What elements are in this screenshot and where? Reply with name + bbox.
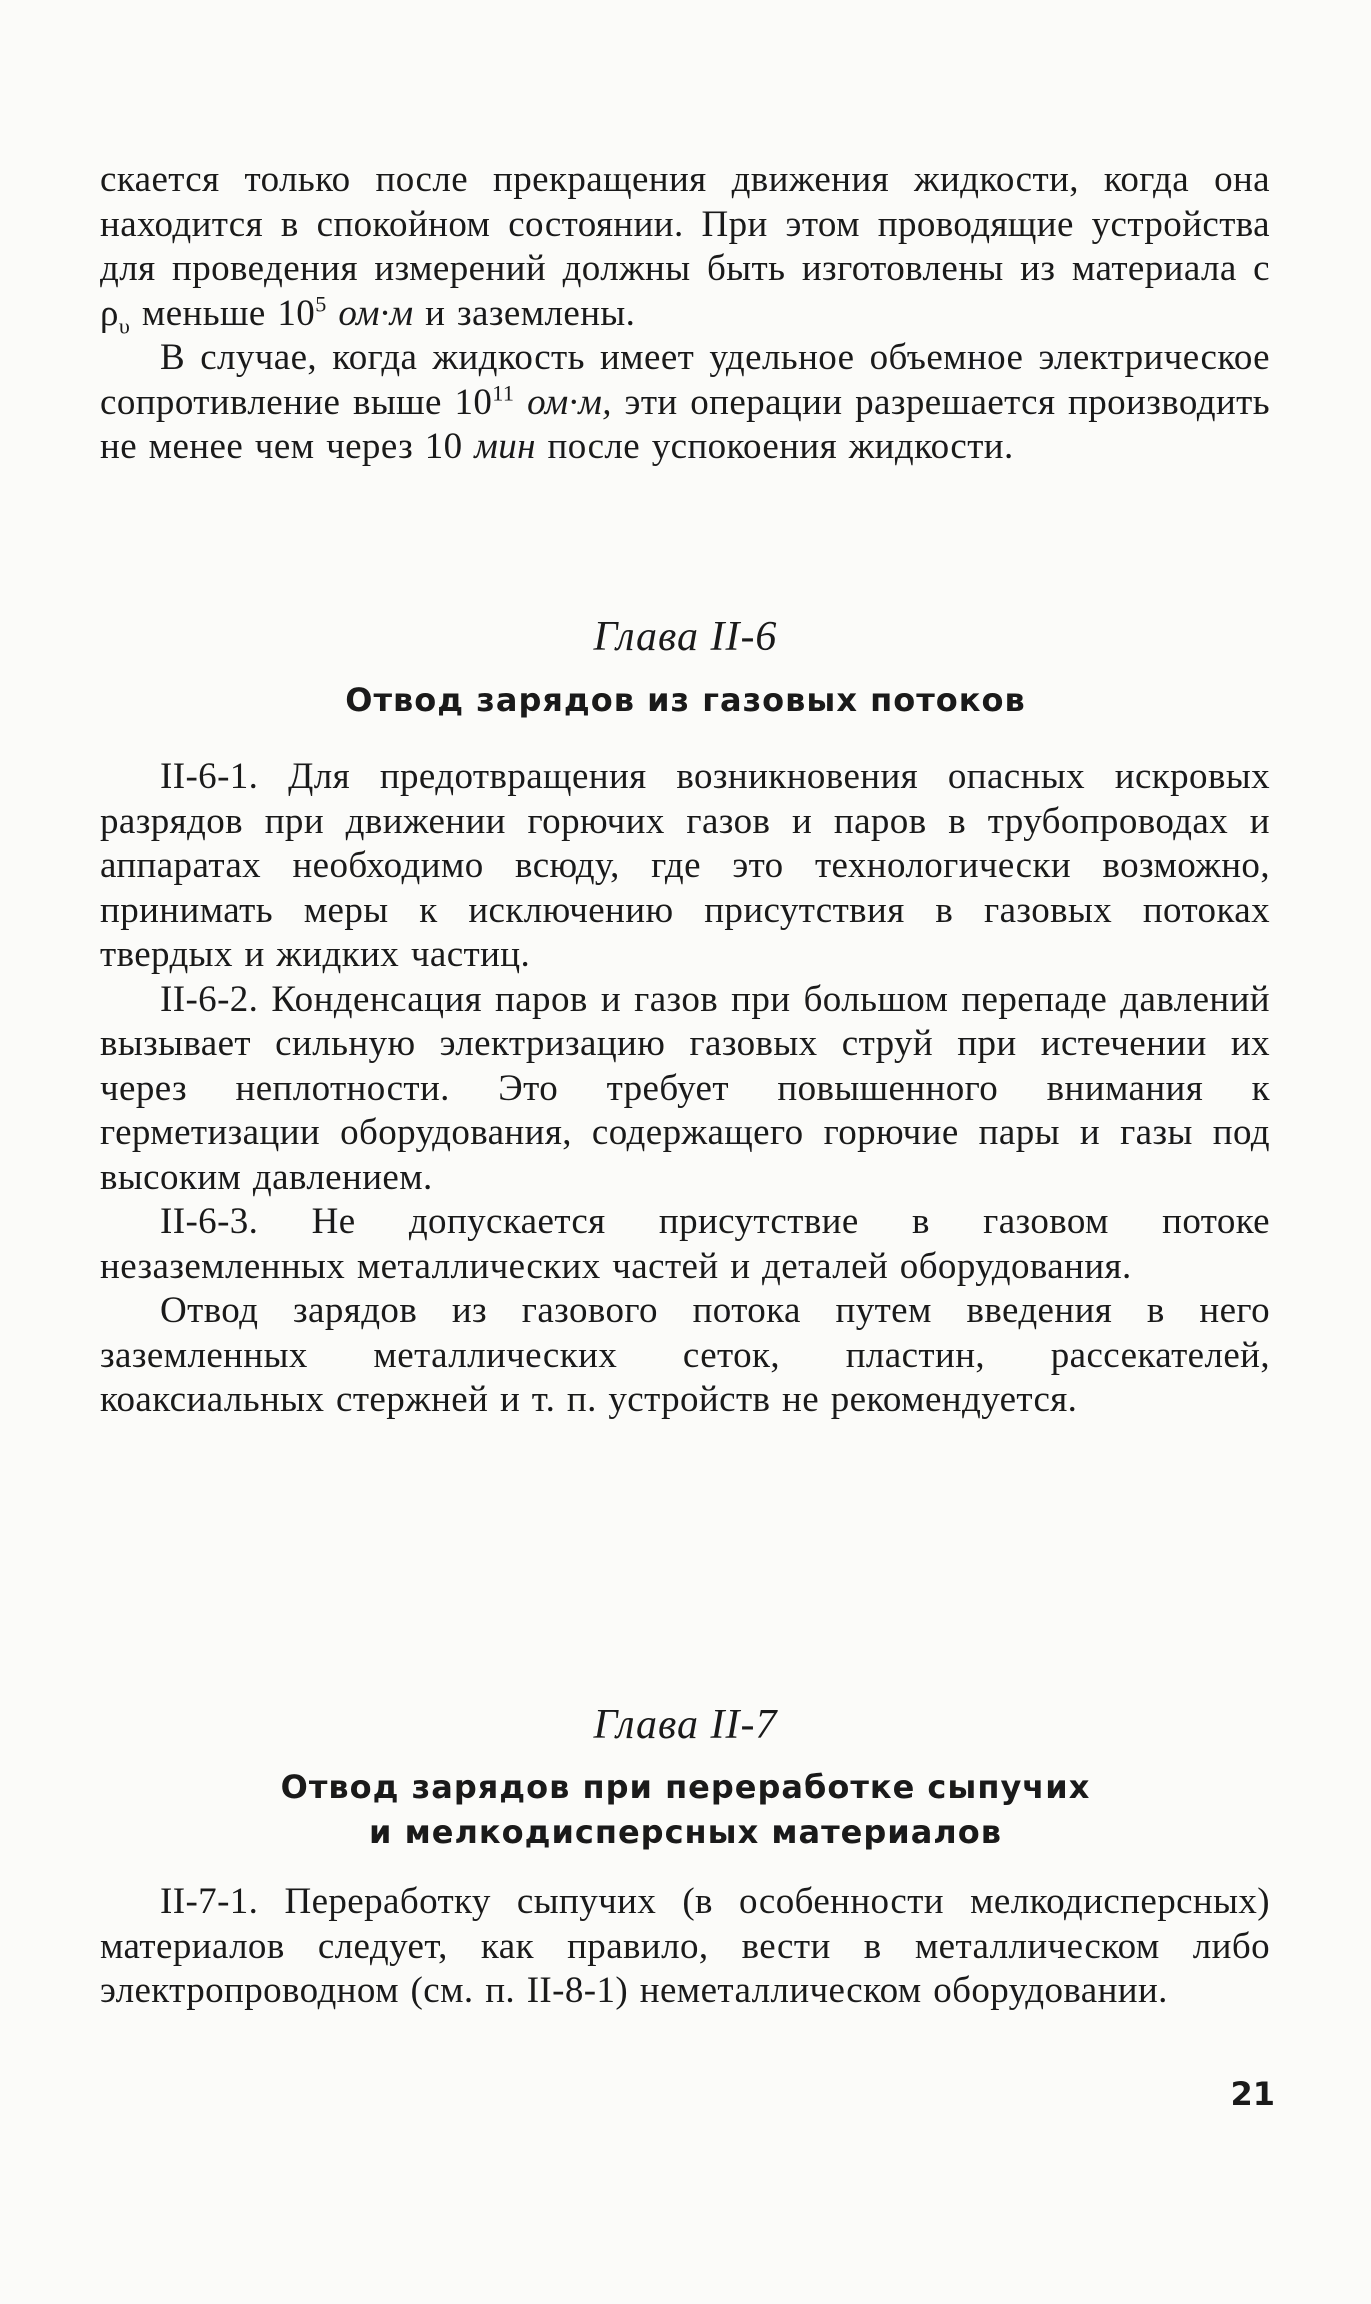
intro-paragraph-1: скается только после прекращения движения жидкости, когда она находится в спокойном состоянии. При этом проводящие устройства для проведения измерений должны быть изготовлены из материала с $\rho_\upsilon$ меньше $10^5$ ом·м и заземлены.: [100, 159, 1270, 338]
chapter-7-title-line-1: Отвод зарядов при переработке сыпучих: [280, 1768, 1091, 1806]
chapter-6-label: Глава II-6: [593, 614, 778, 660]
paragraph-II-6-3: II-6-3. Не допускается присутствие в газовом потоке незаземленных металлических частей и деталей оборудования.: [100, 1201, 1270, 1287]
chapter-7-title-line-2: и мелкодисперсных материалов: [369, 1813, 1002, 1851]
paragraph-gas-flow-note: Отвод зарядов из газового потока путем введения в него заземленных металлических сеток, пластин, рассекателей, коаксиальных стержней и т. п. устройств не рекомендуется.: [100, 1290, 1270, 1420]
paragraph-II-6-1: II-6-1. Для предотвращения возникновения опасных искровых разрядов при движении горючих газов и паров в трубопроводах и аппаратах необходимо всюду, где это технологически возможно, принимать меры к исключению присутствия в газовых потоках твердых и жидких частиц.: [100, 756, 1270, 975]
page-number: 21: [1230, 2075, 1275, 2113]
paragraph-II-7-1: II-7-1. Переработку сыпучих (в особенности мелкодисперсных) материалов следует, как правило, вести в металлическом либо электропроводном (см. п. II-8-1) неметаллическом оборудовании.: [100, 1881, 1270, 2011]
intro-paragraph-2: В случае, когда жидкость имеет удельное объемное электрическое сопротивление выше $10^{11}$ ом·м, эти операции разрешается производить не менее чем через 10 мин после успокоения жидкости.: [100, 337, 1270, 467]
chapter-6-title: Отвод зарядов из газовых потоков: [345, 681, 1026, 719]
chapter-6-body: [100, 755, 1270, 1423]
paragraph-II-6-2: II-6-2. Конденсация паров и газов при большом перепаде давлений вызывает сильную электризацию газовых струй при истечении их через неплотности. Это требует повышенного внимания к герметизации оборудования, содержащего горючие пары и газы под высоким давлением.: [100, 978, 1270, 1198]
chapter-7-label: Глава II-7: [593, 1702, 778, 1748]
intro-section: [100, 158, 1270, 470]
chapter-7-body: [100, 1880, 1270, 2014]
